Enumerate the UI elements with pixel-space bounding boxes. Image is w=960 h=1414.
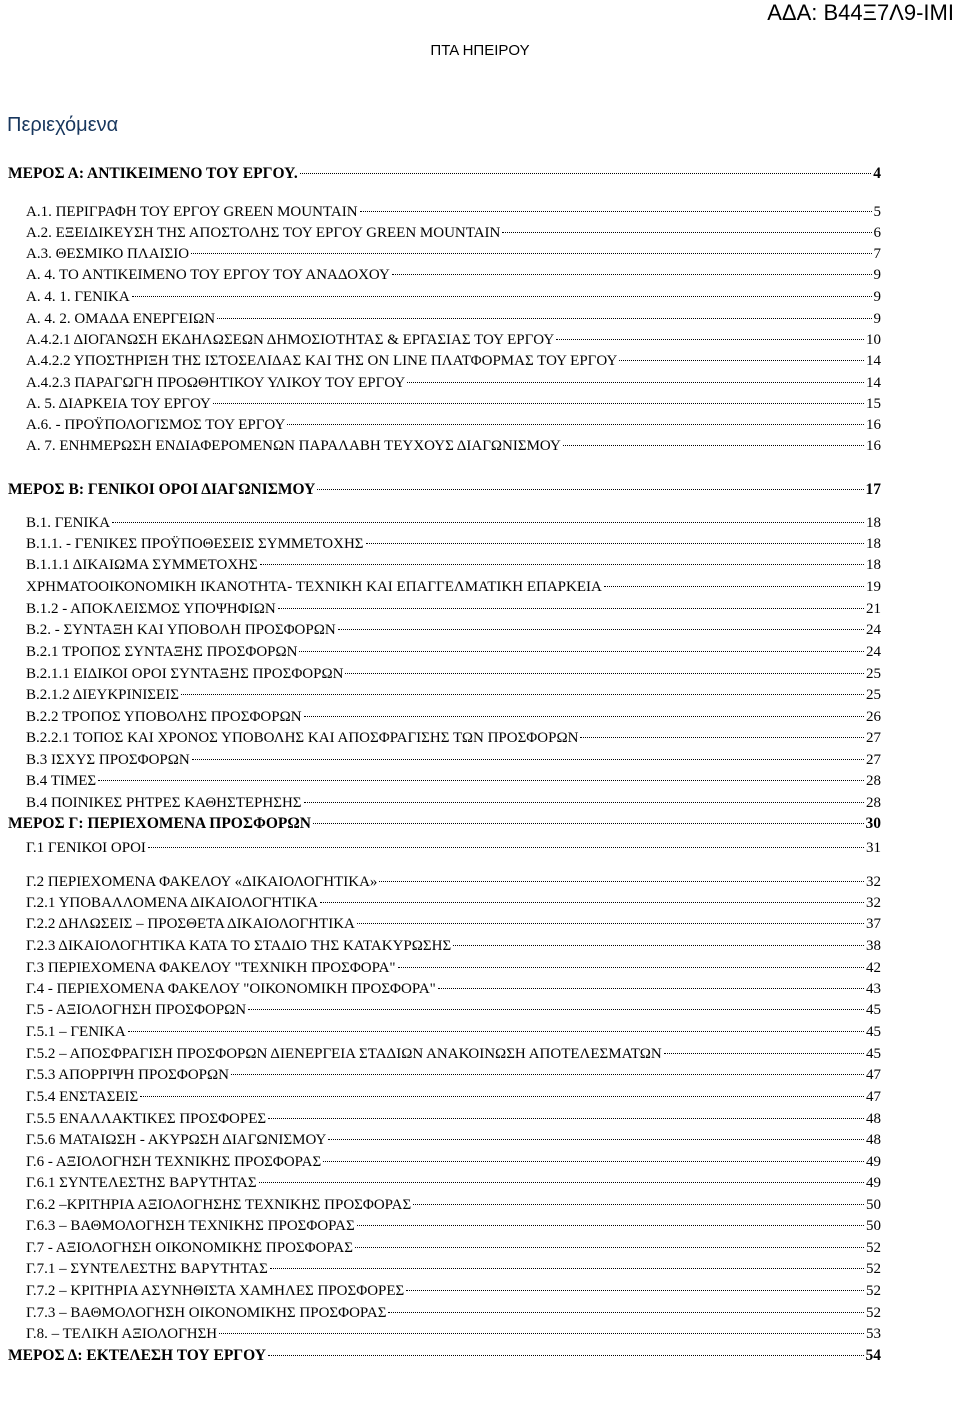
toc-page-number: 30 (865, 815, 881, 832)
toc-heading: Περιεχόμενα (7, 114, 119, 136)
toc-entry[interactable] (26, 309, 881, 329)
toc-entry[interactable] (26, 351, 881, 371)
toc-entry-title: Α. 4. ΤΟ ΑΝΤΙΚΕΙΜΕΝΟ ΤΟΥ ΕΡΓΟΥ ΤΟΥ ΑΝΑΔΟΧΟΥ (26, 267, 390, 283)
toc-dot-leader (355, 1247, 864, 1248)
toc-page-number: 49 (866, 1154, 881, 1170)
toc-entry-title: Β.2.2.1 ΤΟΠΟΣ ΚΑΙ ΧΡΟΝΟΣ ΥΠΟΒΟΛΗΣ ΚΑΙ ΑΠΟΣΦΡΑΓΙΣΗΣ ΤΩΝ ΠΡΟΣΦΟΡΩΝ (26, 730, 579, 746)
toc-entry-title: Γ.6.3 – ΒΑΘΜΟΛΟΓΗΣΗ ΤΕΧΝΙΚΗΣ ΠΡΟΣΦΟΡΑΣ (26, 1218, 355, 1234)
toc-dot-leader (438, 988, 864, 989)
toc-entry-title: Γ.6 - ΑΞΙΟΛΟΓΗΣΗ ΤΕΧΝΙΚΗΣ ΠΡΟΣΦΟΡΑΣ (26, 1154, 322, 1170)
toc-entry[interactable] (26, 202, 881, 222)
toc-dot-leader (563, 445, 864, 446)
toc-page-number: 42 (866, 960, 881, 976)
toc-dot-leader (406, 1290, 864, 1291)
toc-entry-title: Γ.2.2 ΔΗΛΩΣΕΙΣ – ΠΡΟΣΘΕΤΑ ΔΙΚΑΙΟΛΟΓΗΤΙΚΑ (26, 916, 355, 932)
toc-dot-leader (128, 1031, 864, 1032)
toc-part-heading[interactable] (8, 1346, 881, 1366)
toc-entry[interactable] (26, 415, 881, 435)
toc-entry-title: Α.4.2.3 ΠΑΡΑΓΩΓΗ ΠΡΟΩΘΗΤΙΚΟΥ ΥΛΙΚΟΥ ΤΟΥ ΕΡΓΟΥ (26, 375, 406, 391)
ada-code: ΑΔΑ: Β44Ξ7Λ9-ΙΜΙ (767, 0, 954, 25)
toc-entry[interactable] (26, 1195, 881, 1215)
toc-dot-leader (360, 211, 872, 212)
toc-dot-leader (231, 1074, 864, 1075)
toc-entry-title: Γ.2 ΠΕΡΙΕΧΟΜΕΝΑ ΦΑΚΕΛΟΥ «ΔΙΚΑΙΟΛΟΓΗΤΙΚΑ» (26, 874, 378, 890)
toc-entry-title: Γ.5.5 ΕΝΑΛΛΑΚΤΙΚΕΣ ΠΡΟΣΦΟΡΕΣ (26, 1111, 267, 1127)
toc-entry[interactable] (26, 373, 881, 393)
toc-entry[interactable] (26, 958, 881, 978)
toc-entry[interactable] (26, 1173, 881, 1193)
toc-dot-leader (304, 716, 864, 717)
toc-page-number: 47 (866, 1067, 881, 1083)
toc-page-number: 15 (866, 396, 881, 412)
toc-entry-title: Α.4.2.2 ΥΠΟΣΤΗΡΙΞΗ ΤΗΣ ΙΣΤΟΣΕΛΙΔΑΣ ΚΑΙ ΤΗΣ ON LINE ΠΛΑΤΦΟΡΜΑΣ ΤΟΥ ΕΡΓΟΥ (26, 353, 618, 369)
toc-entry-title: Γ.7 - ΑΞΙΟΛΟΓΗΣΗ ΟΙΚΟΝΟΜΙΚΗΣ ΠΡΟΣΦΟΡΑΣ (26, 1240, 353, 1256)
toc-page-number: 14 (866, 353, 881, 369)
toc-entry-title: Α. 7. ΕΝΗΜΕΡΩΣΗ ΕΝΔΙΑΦΕΡΟΜΕΝΩΝ ΠΑΡΑΛΑΒΗ ΤΕΥΧΟΥΣ ΔΙΑΓΩΝΙΣΜΟΥ (26, 438, 561, 454)
toc-page-number: 52 (866, 1305, 881, 1321)
toc-part-heading[interactable] (8, 480, 881, 500)
toc-dot-leader (248, 1009, 864, 1010)
toc-page-number: 28 (866, 773, 881, 789)
toc-dot-leader (191, 253, 871, 254)
toc-entry[interactable] (26, 513, 881, 533)
toc-entry-title: ΧΡΗΜΑΤΟΟΙΚΟΝΟΜΙΚΗ ΙΚΑΝΟΤΗΤΑ- ΤΕΧΝΙΚΗ ΚΑΙ ΕΠΑΓΓΕΛΜΑΤΙΚΗ ΕΠΑΡΚΕΙΑ (26, 579, 602, 595)
toc-page-number: 18 (866, 557, 881, 573)
toc-page-number: 5 (873, 204, 881, 220)
toc-entry[interactable] (26, 664, 881, 684)
toc-page-number: 43 (866, 981, 881, 997)
toc-entry[interactable] (26, 893, 881, 913)
toc-entry-title: Γ.7.2 – ΚΡΙΤΗΡΙΑ ΑΣΥΝΗΘΙΣΤΑ ΧΑΜΗΛΕΣ ΠΡΟΣΦΟΡΕΣ (26, 1283, 405, 1299)
toc-entry-title: Β.1. ΓΕΝΙΚΑ (26, 515, 111, 531)
toc-page-number: 52 (866, 1283, 881, 1299)
toc-dot-leader (392, 274, 872, 275)
toc-entry[interactable] (26, 872, 881, 892)
toc-entry-title: Α.6. - ΠΡΟΫΠΟΛΟΓΙΣΜΟΣ ΤΟΥ ΕΡΓΟΥ (26, 417, 286, 433)
toc-dot-leader (181, 694, 864, 695)
toc-page-number: 26 (866, 709, 881, 725)
toc-page-number: 4 (873, 165, 881, 182)
toc-page-number: 45 (866, 1024, 881, 1040)
toc-dot-leader (287, 424, 864, 425)
toc-entry-title: Γ.5.1 – ΓΕΝΙΚΑ (26, 1024, 126, 1040)
toc-dot-leader (219, 1333, 864, 1334)
toc-page-number: 17 (865, 481, 881, 498)
toc-dot-leader (366, 543, 864, 544)
toc-dot-leader (313, 823, 864, 824)
toc-dot-leader (299, 651, 864, 652)
toc-entry-title: Α. 4. 1. ΓΕΝΙΚΑ (26, 289, 130, 305)
toc-entry-title: Γ.4 - ΠΕΡΙΕΧΟΜΕΝΑ ΦΑΚΕΛΟΥ "ΟΙΚΟΝΟΜΙΚΗ ΠΡΟΣΦΟΡΑ" (26, 981, 436, 997)
toc-entry-title: Β.2.1 ΤΡΟΠΟΣ ΣΥΝΤΑΞΗΣ ΠΡΟΣΦΟΡΩΝ (26, 644, 298, 660)
toc-entry[interactable] (26, 555, 881, 575)
toc-page-number: 7 (873, 246, 881, 262)
toc-entry-title: Β.4 ΠΟΙΝΙΚΕΣ ΡΗΤΡΕΣ ΚΑΘΗΣΤΕΡΗΣΗΣ (26, 795, 302, 811)
toc-dot-leader (379, 881, 864, 882)
toc-dot-leader (259, 1182, 864, 1183)
toc-entry[interactable] (26, 599, 881, 619)
toc-entry[interactable] (26, 577, 881, 597)
toc-entry[interactable] (26, 394, 881, 414)
toc-page-number: 24 (866, 622, 881, 638)
toc-entry-title: Γ.5.2 – ΑΠΟΣΦΡΑΓΙΣΗ ΠΡΟΣΦΟΡΩΝ ΔΙΕΝΕΡΓΕΙΑ ΣΤΑΔΙΩΝ ΑΝΑΚΟΙΝΩΣΗ ΑΠΟΤΕΛΕΣΜΑΤΩΝ (26, 1046, 662, 1062)
toc-entry[interactable] (26, 620, 881, 640)
toc-dot-leader (357, 923, 864, 924)
toc-entry-title: Β.1.1. - ΓΕΝΙΚΕΣ ΠΡΟΫΠΟΘΕΣΕΙΣ ΣΥΜΜΕΤΟΧΗΣ (26, 536, 364, 552)
toc-entry[interactable] (26, 1324, 881, 1344)
toc-page-number: 9 (873, 267, 881, 283)
toc-page-number: 38 (866, 938, 881, 954)
toc-page-number: 49 (866, 1175, 881, 1191)
toc-page-number: 37 (866, 916, 881, 932)
toc-page-number: 24 (866, 644, 881, 660)
toc-entry[interactable] (26, 1000, 881, 1020)
toc-page-number: 9 (873, 311, 881, 327)
toc-entry[interactable] (26, 265, 881, 285)
toc-entry-title: Β.4 ΤΙΜΕΣ (26, 773, 97, 789)
toc-page-number: 16 (866, 438, 881, 454)
toc-entry-title: Β.2. - ΣΥΝΤΑΞΗ ΚΑΙ ΥΠΟΒΟΛΗ ΠΡΟΣΦΟΡΩΝ (26, 622, 336, 638)
toc-entry-title: Β.2.2 ΤΡΟΠΟΣ ΥΠΟΒΟΛΗΣ ΠΡΟΣΦΟΡΩΝ (26, 709, 302, 725)
toc-page-number: 19 (866, 579, 881, 595)
toc-part-heading[interactable] (8, 164, 881, 184)
toc-dot-leader (213, 403, 864, 404)
toc-entry-title: Γ.2.3 ΔΙΚΑΙΟΛΟΓΗΤΙΚΑ ΚΑΤΑ ΤΟ ΣΤΑΔΙΟ ΤΗΣ ΚΑΤΑΚΥΡΩΣΗΣ (26, 938, 452, 954)
toc-entry[interactable] (26, 1044, 881, 1064)
toc-entry-title: Α.2. ΕΞΕΙΔΙΚΕΥΣΗ ΤΗΣ ΑΠΟΣΤΟΛΗΣ ΤΟΥ ΕΡΓΟΥ GREEN MOUNTAIN (26, 225, 501, 241)
toc-entry-title: Γ.5.6 ΜΑΤΑΙΩΣΗ - ΑΚΥΡΩΣΗ ΔΙΑΓΩΝΙΣΜΟΥ (26, 1132, 327, 1148)
toc-dot-leader (604, 586, 864, 587)
toc-dot-leader (260, 564, 864, 565)
toc-entry-title: Γ.5.3 ΑΠΟΡΡΙΨΗ ΠΡΟΣΦΟΡΩΝ (26, 1067, 229, 1083)
toc-page-number: 45 (866, 1046, 881, 1062)
toc-dot-leader (407, 382, 864, 383)
toc-page-number: 10 (866, 332, 881, 348)
toc-entry-title: ΜΕΡΟΣ Γ: ΠΕΡΙΕΧΟΜΕΝΑ ΠΡΟΣΦΟΡΩΝ (8, 815, 311, 832)
toc-dot-leader (304, 802, 864, 803)
toc-entry[interactable] (26, 534, 881, 554)
toc-dot-leader (317, 489, 863, 490)
toc-dot-leader (268, 1118, 864, 1119)
toc-dot-leader (323, 1161, 864, 1162)
toc-entry-title: ΜΕΡΟΣ Δ: ΕΚΤΕΛΕΣΗ ΤΟΥ ΕΡΓΟΥ (8, 1347, 267, 1364)
toc-entry[interactable] (26, 728, 881, 748)
toc-entry[interactable] (26, 707, 881, 727)
toc-entry-title: Α.4.2.1 ΔΙΟΓΑΝΩΣΗ ΕΚΔΗΛΩΣΕΩΝ ΔΗΜΟΣΙΟΤΗΤΑΣ & ΕΡΓΑΣΙΑΣ ΤΟΥ ΕΡΓΟΥ (26, 332, 555, 348)
toc-entry-title: Γ.1 ΓΕΝΙΚΟΙ ΟΡΟΙ (26, 840, 146, 856)
toc-entry[interactable] (26, 1152, 881, 1172)
toc-entry[interactable] (26, 1087, 881, 1107)
toc-dot-leader (112, 522, 864, 523)
toc-entry[interactable] (26, 1303, 881, 1323)
toc-entry-title: Γ.6.2 –ΚΡΙΤΗΡΙΑ ΑΞΙΟΛΟΓΗΣΗΣ ΤΕΧΝΙΚΗΣ ΠΡΟΣΦΟΡΑΣ (26, 1197, 412, 1213)
toc-entry[interactable] (26, 1281, 881, 1301)
toc-page-number: 32 (866, 895, 881, 911)
toc-dot-leader (664, 1053, 864, 1054)
toc-entry[interactable] (26, 642, 881, 662)
toc-dot-leader (345, 673, 864, 674)
toc-entry-title: Β.2.1.1 ΕΙΔΙΚΟΙ ΟΡΟΙ ΣΥΝΤΑΞΗΣ ΠΡΟΣΦΟΡΩΝ (26, 666, 344, 682)
toc-dot-leader (413, 1204, 864, 1205)
toc-entry[interactable] (26, 914, 881, 934)
toc-page-number: 53 (866, 1326, 881, 1342)
toc-entry-title: ΜΕΡΟΣ Α: ΑΝΤΙΚΕΙΜΕΝΟ ΤΟΥ ΕΡΓΟΥ. (8, 165, 298, 182)
toc-page-number: 25 (866, 666, 881, 682)
toc-entry-title: Α. 4. 2. ΟΜΑΔΑ ΕΝΕΡΓΕΙΩΝ (26, 311, 216, 327)
toc-dot-leader (502, 232, 871, 233)
toc-entry[interactable] (26, 750, 881, 770)
toc-page-number: 9 (873, 289, 881, 305)
toc-entry-title: Α.1. ΠΕΡΙΓΡΑΦΗ ΤΟΥ ΕΡΓΟΥ GREEN MOUNTAIN (26, 204, 358, 220)
toc-page-number: 6 (873, 225, 881, 241)
toc-entry[interactable] (26, 223, 881, 243)
toc-dot-leader (217, 318, 871, 319)
toc-dot-leader (357, 1225, 864, 1226)
toc-dot-leader (580, 737, 864, 738)
toc-page-number: 28 (866, 795, 881, 811)
toc-dot-leader (398, 967, 864, 968)
toc-entry[interactable] (26, 685, 881, 705)
toc-page-number: 32 (866, 874, 881, 890)
toc-dot-leader (388, 1312, 864, 1313)
toc-entry[interactable] (26, 1022, 881, 1042)
toc-entry-title: Β.3 ΙΣΧΥΣ ΠΡΟΣΦΟΡΩΝ (26, 752, 190, 768)
toc-page-number: 14 (866, 375, 881, 391)
toc-entry-title: Γ.3 ΠΕΡΙΕΧΟΜΕΝΑ ΦΑΚΕΛΟΥ "ΤΕΧΝΙΚΗ ΠΡΟΣΦΟΡΑ" (26, 960, 396, 976)
toc-page-number: 18 (866, 536, 881, 552)
toc-dot-leader (192, 759, 864, 760)
toc-page-number: 52 (866, 1240, 881, 1256)
toc-page-number: 21 (866, 601, 881, 617)
toc-page-number: 50 (866, 1197, 881, 1213)
toc-entry[interactable] (26, 936, 881, 956)
toc-entry-title: Α. 5. ΔΙΑΡΚΕΙΑ ΤΟΥ ΕΡΓΟΥ (26, 396, 211, 412)
toc-dot-leader (278, 608, 864, 609)
toc-page-number: 48 (866, 1132, 881, 1148)
toc-entry-title: ΜΕΡΟΣ Β: ΓΕΝΙΚΟΙ ΟΡΟΙ ΔΙΑΓΩΝΙΣΜΟΥ (8, 481, 316, 498)
toc-entry[interactable] (26, 838, 881, 858)
toc-entry-title: Β.1.1.1 ΔΙΚΑΙΩΜΑ ΣΥΜΜΕΤΟΧΗΣ (26, 557, 258, 573)
toc-dot-leader (300, 173, 871, 174)
toc-page-number: 27 (866, 730, 881, 746)
toc-entry[interactable] (26, 793, 881, 813)
toc-page-number: 25 (866, 687, 881, 703)
toc-entry-title: Γ.5 - ΑΞΙΟΛΟΓΗΣΗ ΠΡΟΣΦΟΡΩΝ (26, 1002, 247, 1018)
toc-entry-title: Γ.7.3 – ΒΑΘΜΟΛΟΓΗΣΗ ΟΙΚΟΝΟΜΙΚΗΣ ΠΡΟΣΦΟΡΑΣ (26, 1305, 387, 1321)
toc-dot-leader (320, 902, 864, 903)
page-header: ΠΤΑ ΗΠΕΙΡΟΥ (430, 42, 530, 59)
toc-entry[interactable] (26, 979, 881, 999)
toc-entry[interactable] (26, 1065, 881, 1085)
toc-page-number: 54 (865, 1347, 881, 1364)
toc-entry[interactable] (26, 1238, 881, 1258)
toc-page-number: 52 (866, 1261, 881, 1277)
toc-page-number: 50 (866, 1218, 881, 1234)
toc-page-number: 31 (866, 840, 881, 856)
toc-entry[interactable] (26, 330, 881, 350)
toc-entry-title: Γ.8. – ΤΕΛΙΚΗ ΑΞΙΟΛΟΓΗΣΗ (26, 1326, 218, 1342)
toc-entry[interactable] (26, 1259, 881, 1279)
toc-dot-leader (328, 1139, 864, 1140)
toc-page-number: 45 (866, 1002, 881, 1018)
toc-part-heading[interactable] (8, 814, 881, 834)
toc-dot-leader (98, 780, 864, 781)
toc-entry-title: Γ.5.4 ΕΝΣΤΑΣΕΙΣ (26, 1089, 139, 1105)
toc-dot-leader (270, 1268, 864, 1269)
toc-entry-title: Β.1.2 - ΑΠΟΚΛΕΙΣΜΟΣ ΥΠΟΨΗΦΙΩΝ (26, 601, 276, 617)
toc-dot-leader (140, 1096, 864, 1097)
toc-page-number: 16 (866, 417, 881, 433)
toc-entry[interactable] (26, 771, 881, 791)
toc-dot-leader (619, 360, 864, 361)
toc-page-number: 18 (866, 515, 881, 531)
toc-dot-leader (132, 296, 872, 297)
toc-entry[interactable] (26, 1109, 881, 1129)
toc-page-number: 47 (866, 1089, 881, 1105)
toc-entry-title: Γ.2.1 ΥΠΟΒΑΛΛΟΜΕΝΑ ΔΙΚΑΙΟΛΟΓΗΤΙΚΑ (26, 895, 318, 911)
toc-entry-title: Β.2.1.2 ΔΙΕΥΚΡΙΝΙΣΕΙΣ (26, 687, 179, 703)
toc-dot-leader (556, 339, 864, 340)
toc-dot-leader (338, 629, 864, 630)
toc-entry[interactable] (26, 244, 881, 264)
toc-page-number: 48 (866, 1111, 881, 1127)
toc-dot-leader (268, 1355, 863, 1356)
toc-entry-title: Α.3. ΘΕΣΜΙΚΟ ΠΛΑΙΣΙΟ (26, 246, 190, 262)
toc-page-number: 27 (866, 752, 881, 768)
toc-entry[interactable] (26, 1130, 881, 1150)
toc-dot-leader (453, 945, 864, 946)
toc-entry-title: Γ.6.1 ΣΥΝΤΕΛΕΣΤΗΣ ΒΑΡΥΤΗΤΑΣ (26, 1175, 257, 1191)
toc-entry[interactable] (26, 1216, 881, 1236)
toc-entry[interactable] (26, 287, 881, 307)
toc-entry[interactable] (26, 436, 881, 456)
toc-entry-title: Γ.7.1 – ΣΥΝΤΕΛΕΣΤΗΣ ΒΑΡΥΤΗΤΑΣ (26, 1261, 268, 1277)
toc-dot-leader (148, 847, 864, 848)
